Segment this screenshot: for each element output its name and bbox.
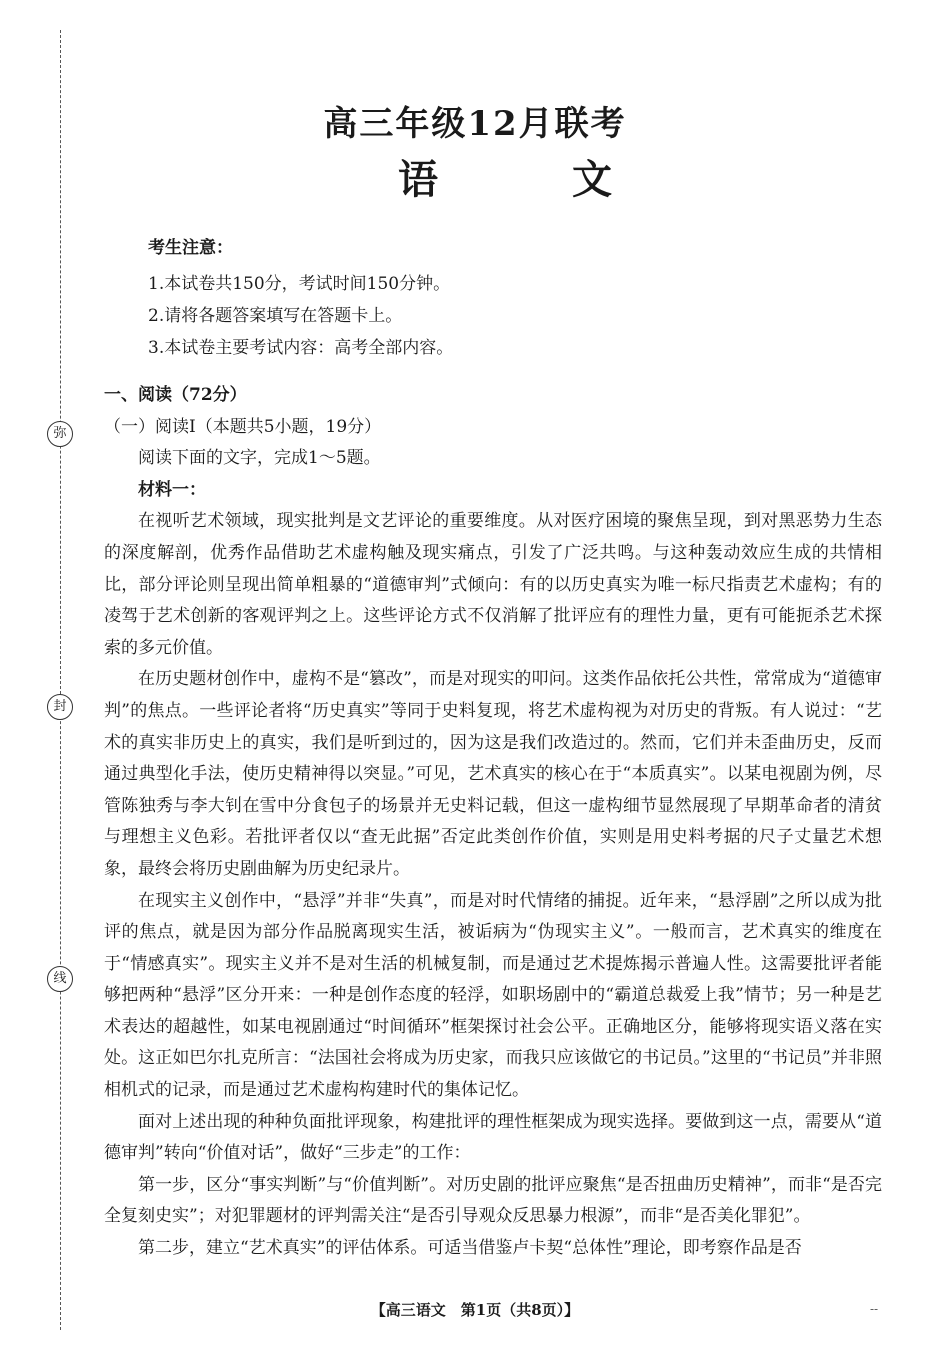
- candidate-notice: [148, 232, 453, 364]
- notice-item: 2.请将各题答案填写在答题卡上。: [148, 306, 403, 326]
- notice-item: 3.本试卷主要考试内容：高考全部内容。: [148, 338, 454, 358]
- paragraph: 在现实主义创作中，“悬浮”并非“失真”，而是对时代情绪的捕捉。近年来，“悬浮剧”之所以成为批评的焦点，就是因为部分作品脱离现实生活，被诟病为“伪现实主义”。一般而言，艺术真实的维度在于“情感真实”。现实主义并不是对生活的机械复制，而是通过艺术提炼揭示普遍人性。这需要批评者能够把两种“悬浮”区分开来：一种是创作态度的轻浮，如职场剧中的“霸道总裁爱上我”情节；另一种是艺术表达的超越性，如某电视剧通过“时间循环”框架探讨社会公平。正确地区分，能够将现实语义落在实处。这正如巴尔扎克所言：“法国社会将成为历史家，而我只应该做它的书记员。”这里的“书记员”并非照相机式的记录，而是通过艺术虚构构建时代的集体记忆。: [104, 890, 882, 1101]
- paragraph: 在历史题材创作中，虚构不是“篡改”，而是对现实的叩问。这类作品依托公共性，常常成为“道德审判”的焦点。一些评论者将“历史真实”等同于史料复现，将艺术虚构视为对历史的背叛。有人说过：“艺术的真实非历史上的真实，我们是听到过的，因为这是我们改造过的。然而，它们并未歪曲历史，反而通过典型化手法，使历史精神得以突显。”可见，艺术真实的核心在于“本质真实”。以某电视剧为例，尽管陈独秀与李大钊在雪中分食包子的场景并无史料记载，但这一虚构细节显然展现了早期革命者的清贫与理想主义色彩。若批评者仅以“查无此据”否定此类创作价值，实则是用史料考据的尺子丈量艺术想象，最终会将历史剧曲解为历史纪录片。: [104, 669, 882, 879]
- paragraph: 面对上述出现的种种负面批评现象，构建批评的理性框架成为现实选择。要做到这一点，需要从“道德审判”转向“价值对话”，做好“三步走”的工作：: [104, 1111, 882, 1164]
- reading-section: [104, 380, 882, 1265]
- binding-mark-mi: 弥: [47, 421, 73, 447]
- notice-heading: 考生注意：: [148, 238, 233, 258]
- paragraph: 第二步，建立“艺术真实”的评估体系。可适当借鉴卢卡契“总体性”理论，即考察作品是否: [138, 1238, 802, 1259]
- binding-mark-feng: 封: [47, 694, 73, 720]
- subject-title: 语 文: [398, 156, 672, 203]
- footer-mark: --: [870, 1302, 879, 1316]
- paragraph: 第一步，区分“事实判断”与“价值判断”。对历史剧的批评应聚焦“是否扭曲历史精神”，而非“是否完全复刻史实”；对犯罪题材的评判需关注“是否引导观众反思暴力根源”，而非“是否美化罪犯”。: [104, 1174, 882, 1227]
- page-footer: 【高三语文 第1页（共8页）】: [370, 1301, 580, 1319]
- notice-item: 1.本试卷共150分，考试时间150分钟。: [148, 274, 451, 294]
- paragraph: 在视听艺术领域，现实批判是文艺评论的重要维度。从对医疗困境的聚焦呈现，到对黑恶势力生态的深度解剖，优秀作品借助艺术虚构触及现实痛点，引发了广泛共鸣。与这种轰动效应生成的共情相比，部分评论则呈现出简单粗暴的“道德审判”式倾向：有的以历史真实为唯一标尺指责艺术虚构；有的凌驾于艺术创新的客观评判之上。这些评论方式不仅消解了批评应有的理性力量，更有可能扼杀艺术探索的多元价值。: [104, 511, 882, 658]
- binding-dashed-line: [60, 30, 61, 1330]
- material-label: 材料一：: [138, 479, 206, 500]
- binding-mark-xian: 线: [47, 966, 73, 992]
- exam-title: 高三年级12月联考: [323, 104, 627, 144]
- sub-section-heading: （一）阅读Ⅰ（本题共5小题，19分）: [104, 416, 382, 437]
- section-heading: 一、阅读（72分）: [104, 385, 247, 405]
- instruction-text: 阅读下面的文字，完成1～5题。: [138, 448, 381, 469]
